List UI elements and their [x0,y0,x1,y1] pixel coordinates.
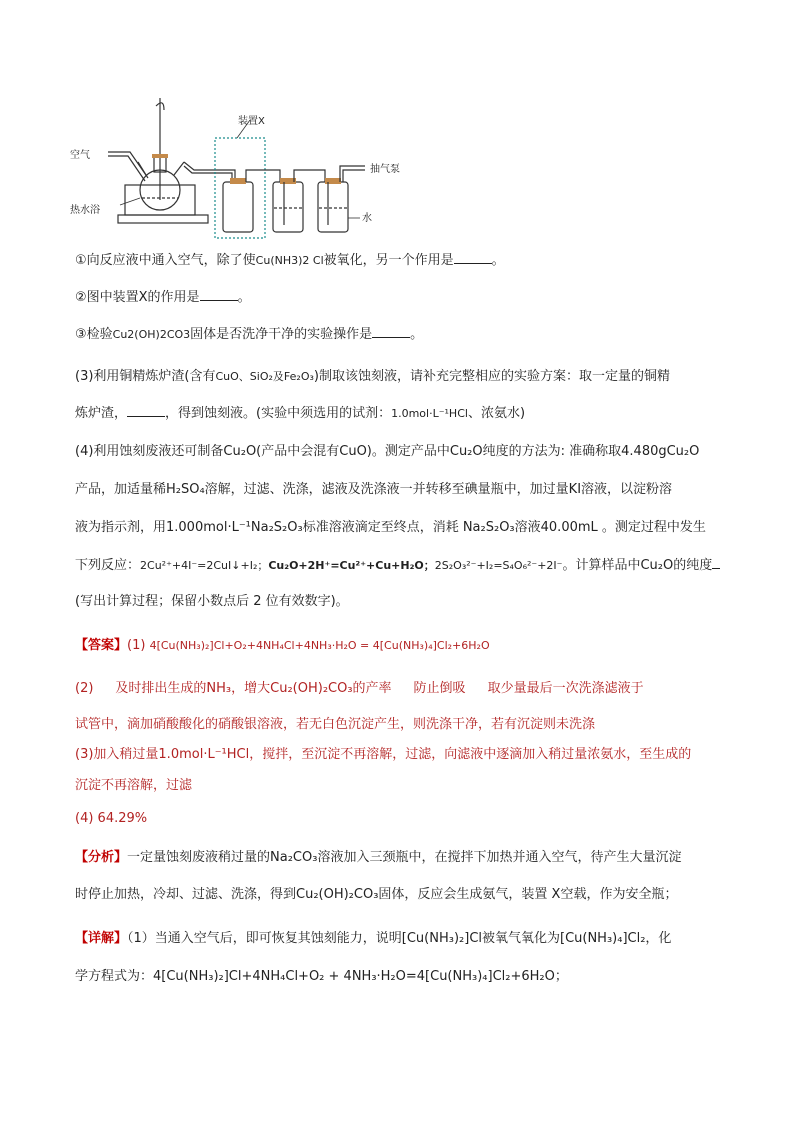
q3-formula: Cu2(OH)2CO3 [112,328,191,341]
answer-blank [372,325,410,338]
question-2 [75,288,251,307]
analysis-line-2: 时停止加热，冷却、过滤、洗涤，得到Cu₂(OH)₂CO₃固体，反应会生成氨气，装置 X空载，作为安全瓶； [75,887,678,902]
answer-blank [712,556,720,569]
part-4-line-3: 液为指示剂，用1.000mol·L⁻¹Na₂S₂O₃标准溶液滴定至终点，消耗 Na₂S₂O₃溶液40.00mL 。测定过程中发生 [75,520,706,535]
answer-line-4: (3)加入稍过量1.0mol·L⁻¹HCl，搅拌，至沉淀不再溶解，过滤，向滤液中逐滴加入稍过量浓氨水，至生成的 [75,747,692,762]
p3-text-2a: 炼炉渣， [75,406,128,421]
answer-2-label: (2) [75,681,94,696]
answer-1-label: (1) [127,638,146,653]
part-4-line-2: 产品，加适量稀H₂SO₄溶解，过滤、洗涤，滤液及洗涤液一并转移至碘量瓶中，加过量KI溶液，以淀粉溶 [75,482,673,497]
answer-blank [127,404,165,417]
question-3 [75,325,423,344]
detail-line-1 [75,930,671,948]
part-4-line-5: (写出计算过程；保留小数点后 2 位有效数字)。 [75,594,349,609]
p4-reaction-2: Cu₂O+2H⁺=Cu²⁺+Cu+H₂O； [268,559,435,572]
answer-line-6: (4) 64.29% [75,811,148,826]
detail-tag: 【详解】 [75,931,128,946]
analysis-tag: 【分析】 [75,850,128,865]
part-4-line-4 [75,556,720,575]
p3-reagents: CuO、SiO₂及Fe₂O₃ [215,370,314,383]
p3-text-c: )制取该蚀刻液，请补充完整相应的实验方案：取一定量的铜精 [313,369,670,384]
answer-2-part-3: 取少量最后一次洗涤滤液于 [487,681,644,696]
label-water: 水 [362,213,372,224]
q1-marker: ① [75,253,87,268]
p4-text-4e: 。计算样品中Cu₂O的纯度 [562,558,713,573]
p3-hcl: 1.0mol·L⁻¹HCl [391,407,468,420]
q2-text: ②图中装置X的作用是 [75,290,200,305]
p3-text-2b: ，得到蚀刻液。(实验中须选用的试剂： [165,406,392,421]
answer-blank [200,288,238,301]
apparatus-diagram [60,90,420,240]
q2-end: 。 [237,290,251,305]
label-device-x: 装置X [238,116,265,127]
q1-formula: Cu(NH3)2 Cl [255,254,324,267]
detail-text-1: （1）当通入空气后，即可恢复其蚀刻能力，说明[Cu(NH₃)₂]Cl被氧气氧化为[Cu(NH₃)₄]Cl₂，化 [127,931,672,946]
q1-post: 被氧化，另一个作用是 [323,253,454,268]
q1-pre: 向反应液中通入空气，除了使 [86,253,256,268]
q3-end: 。 [410,327,424,342]
answer-tag: 【答案】 [75,638,128,653]
p3-text-2d: 、浓氨水) [467,406,526,421]
label-air: 空气 [70,150,90,161]
answer-line-2 [75,680,644,698]
q3-post: 固体是否洗净干净的实验操作是 [190,327,373,342]
answer-blank [454,251,492,264]
q1-end: 。 [491,253,505,268]
detail-line-2: 学方程式为：4[Cu(NH₃)₂]Cl+4NH₄Cl+O₂ + 4NH₃·H₂O=4[Cu(NH₃)₄]Cl₂+6H₂O； [75,969,568,984]
answer-line-1 [75,637,490,655]
q3-pre: ③检验 [75,327,113,342]
p4-reaction-3: 2S₂O₃²⁻+I₂=S₄O₆²⁻+2I⁻ [434,559,563,572]
part-4-line-1: (4)利用蚀刻废液还可制备Cu₂O(产品中会混有CuO)。测定产品中Cu₂O纯度的方法为: 准确称取4.480gCu₂O [75,444,700,459]
answer-2-part-2: 防止倒吸 [413,681,466,696]
answer-line-3: 试管中，滴加硝酸酸化的硝酸银溶液，若无白色沉淀产生，则洗涤干净，若有沉淀则未洗涤 [75,717,596,732]
p4-text-4a: 下列反应： [75,558,141,573]
answer-line-5: 沉淀不再溶解，过滤 [75,778,193,793]
p4-reaction-1: 2Cu²⁺+4I⁻=2CuI↓+I₂； [140,559,269,572]
answer-2-part-1: 及时排出生成的NH₃，增大Cu₂(OH)₂CO₃的产率 [115,681,392,696]
label-pump: 抽气泵 [370,164,400,175]
analysis-text-1: 一定量蚀刻废液稍过量的Na₂CO₃溶液加入三颈瓶中，在搅拌下加热并通入空气，待产生大量沉淀 [127,850,682,865]
label-bath: 热水浴 [70,205,100,216]
question-1 [75,251,505,270]
analysis-line-1 [75,849,681,867]
part-3-line-1 [75,368,670,386]
answer-1-equation: 4[Cu(NH₃)₂]Cl+O₂+4NH₄Cl+4NH₃·H₂O = 4[Cu(NH₃)₄]Cl₂+6H₂O [149,639,490,652]
p3-text-a: (3)利用铜精炼炉渣(含有 [75,369,216,384]
part-3-line-2 [75,404,525,423]
